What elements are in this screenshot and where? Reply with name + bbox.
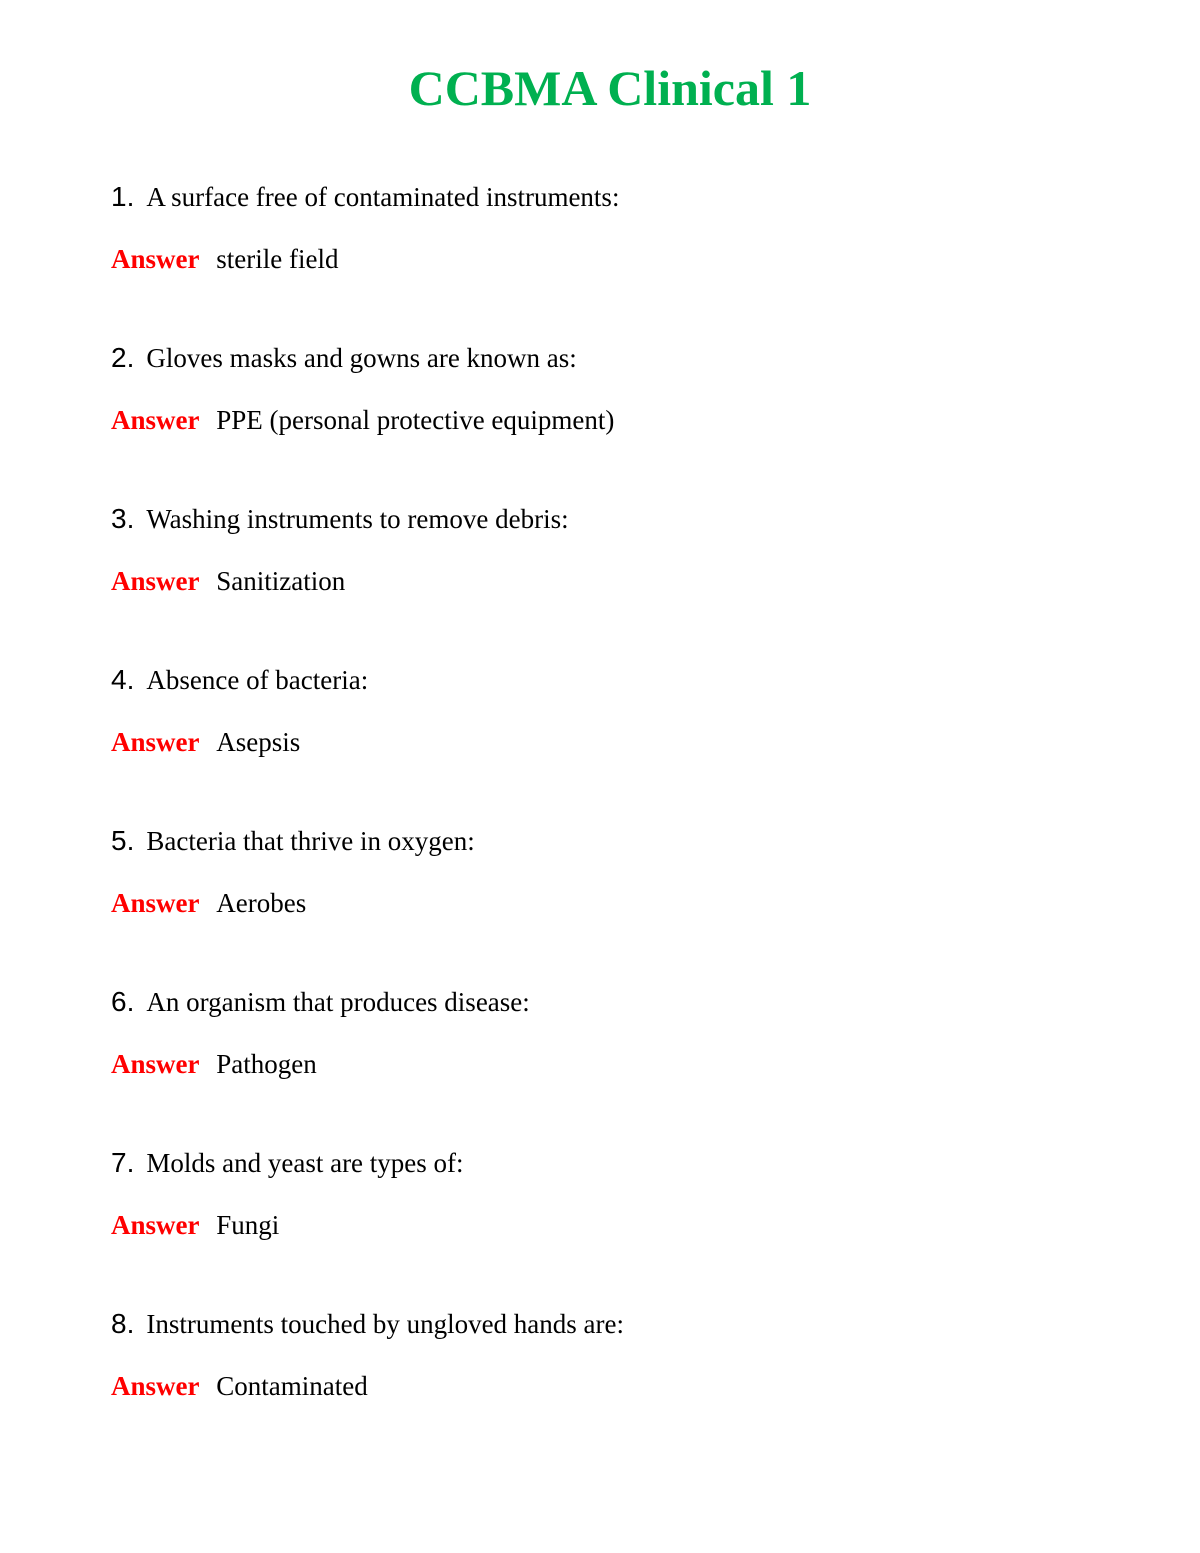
answer-row (111, 400, 1111, 440)
question-row (111, 1304, 1111, 1344)
question-row (111, 1143, 1111, 1183)
qa-item-7 (111, 1143, 1111, 1245)
answer-text: sterile field (216, 244, 339, 274)
answer-text: Asepsis (216, 727, 301, 757)
qa-item-1 (111, 177, 1111, 279)
question-row (111, 499, 1111, 539)
qa-item-3 (111, 499, 1111, 601)
qa-item-5 (111, 821, 1111, 923)
answer-label: Answer (111, 405, 200, 435)
question-text: A surface free of contaminated instruments: (146, 182, 620, 212)
question-row (111, 821, 1111, 861)
answer-text: Pathogen (216, 1049, 317, 1079)
question-number: 8. (111, 1308, 135, 1339)
answer-row (111, 1366, 1111, 1406)
answer-text: Sanitization (216, 566, 346, 596)
question-text: Gloves masks and gowns are known as: (146, 343, 577, 373)
question-number: 3. (111, 503, 135, 534)
answer-label: Answer (111, 1049, 200, 1079)
answer-text: PPE (personal protective equipment) (216, 405, 615, 435)
answer-text: Aerobes (216, 888, 307, 918)
answer-label: Answer (111, 1210, 200, 1240)
answer-row (111, 883, 1111, 923)
answer-row (111, 722, 1111, 762)
answer-label: Answer (111, 244, 200, 274)
question-row (111, 177, 1111, 217)
question-number: 4. (111, 664, 135, 695)
question-text: Molds and yeast are types of: (146, 1148, 464, 1178)
question-number: 6. (111, 986, 135, 1017)
question-text: Absence of bacteria: (146, 665, 369, 695)
question-text: An organism that produces disease: (146, 987, 530, 1017)
answer-label: Answer (111, 727, 200, 757)
question-number: 5. (111, 825, 135, 856)
qa-item-2 (111, 338, 1111, 440)
question-text: Washing instruments to remove debris: (146, 504, 569, 534)
answer-row (111, 1044, 1111, 1084)
page-title: CCBMA Clinical 1 (408, 60, 812, 116)
question-row (111, 338, 1111, 378)
question-row (111, 982, 1111, 1022)
answer-row (111, 561, 1111, 601)
question-row (111, 660, 1111, 700)
answer-row (111, 1205, 1111, 1245)
answer-text: Contaminated (216, 1371, 368, 1401)
qa-item-4 (111, 660, 1111, 762)
answer-label: Answer (111, 566, 200, 596)
question-number: 2. (111, 342, 135, 373)
question-text: Bacteria that thrive in oxygen: (146, 826, 475, 856)
question-text: Instruments touched by ungloved hands are: (146, 1309, 625, 1339)
question-number: 7. (111, 1147, 135, 1178)
qa-item-8 (111, 1304, 1111, 1406)
answer-text: Fungi (216, 1210, 280, 1240)
qa-item-6 (111, 982, 1111, 1084)
question-number: 1. (111, 181, 135, 212)
answer-label: Answer (111, 1371, 200, 1401)
answer-label: Answer (111, 888, 200, 918)
answer-row (111, 239, 1111, 279)
